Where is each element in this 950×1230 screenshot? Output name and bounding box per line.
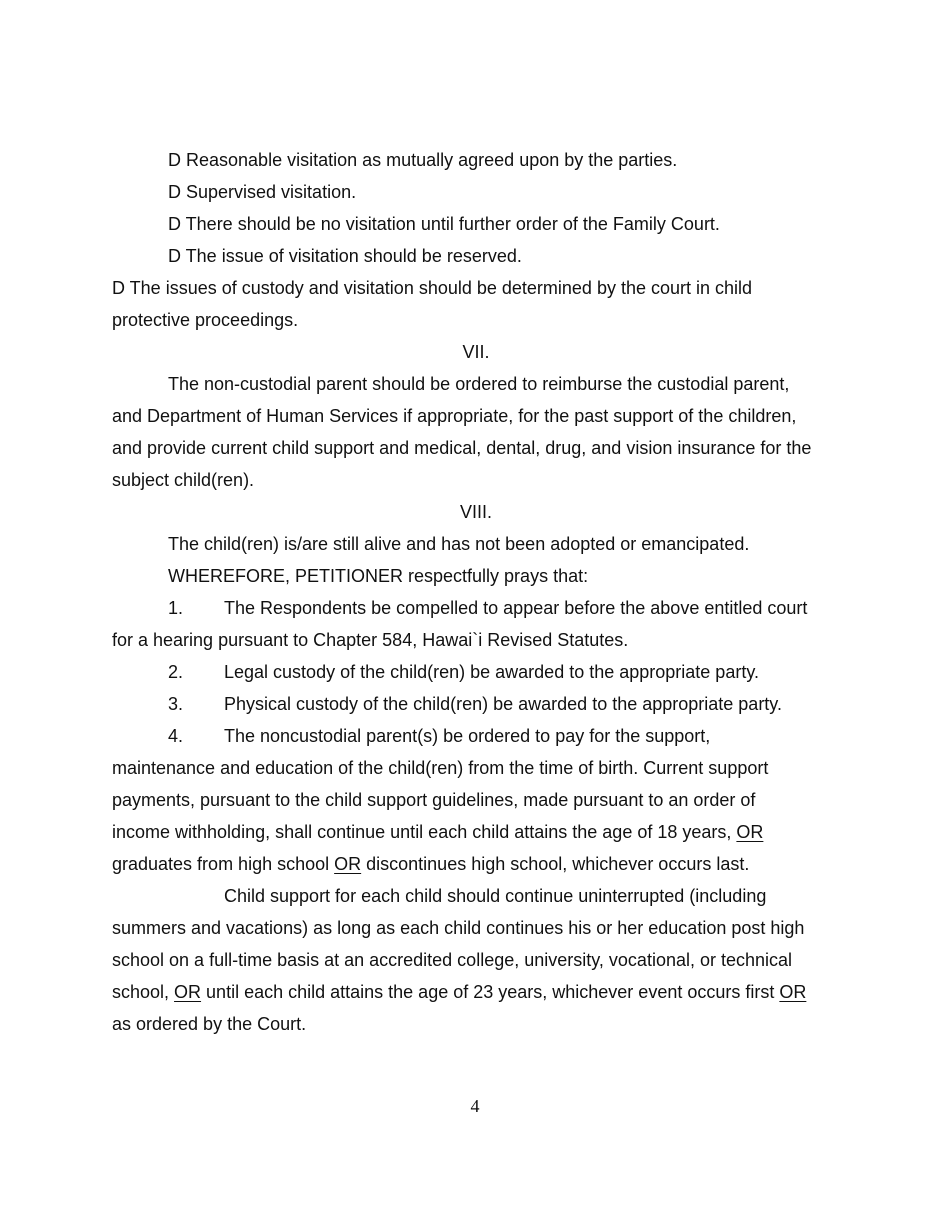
prayer-text: Physical custody of the child(ren) be awarded to the appropriate party.: [224, 694, 782, 714]
or-underlined: OR: [334, 854, 362, 874]
prayer-item-2: [112, 656, 840, 688]
section-viii-statement: The child(ren) is/are still alive and has not been adopted or emancipated.: [168, 534, 750, 554]
section-vii-line: The non-custodial parent should be ordered to reimburse the custodial parent,: [168, 374, 790, 394]
prayer-item-4-continuation: maintenance and education of the child(ren) from the time of birth. Current support: [112, 758, 769, 778]
child-support-paragraph-line: [112, 976, 840, 1008]
section-vii-line: and Department of Human Services if appropriate, for the past support of the children,: [112, 406, 797, 426]
section-vii-line: and provide current child support and medical, dental, drug, and vision insurance for the: [112, 438, 812, 458]
visitation-option-reserved: D The issue of visitation should be reserved.: [168, 246, 522, 266]
prayer-number: 4.: [168, 726, 184, 746]
child-support-paragraph-line: as ordered by the Court.: [112, 1014, 307, 1034]
prayer-number: 3.: [168, 694, 184, 714]
continuation-text: graduates from high school: [112, 854, 335, 874]
or-underlined: OR: [174, 982, 202, 1002]
section-heading-vii: VII.: [462, 342, 490, 362]
visitation-option-protective-line-2: protective proceedings.: [112, 310, 299, 330]
continuation-text: discontinues high school, whichever occurs last.: [361, 854, 750, 874]
wherefore-clause: WHEREFORE, PETITIONER respectfully prays that:: [168, 566, 589, 586]
prayer-item-4-continuation: [112, 816, 840, 848]
prayer-text: Legal custody of the child(ren) be awarded to the appropriate party.: [224, 662, 759, 682]
visitation-option-reasonable: D Reasonable visitation as mutually agreed upon by the parties.: [168, 150, 678, 170]
child-support-paragraph-line: Child support for each child should continue uninterrupted (including: [224, 886, 767, 906]
visitation-option-none: D There should be no visitation until further order of the Family Court.: [168, 214, 720, 234]
continuation-text: school,: [112, 982, 175, 1002]
prayer-item-3: [112, 688, 840, 720]
prayer-number: 2.: [168, 662, 184, 682]
section-vii-line: subject child(ren).: [112, 470, 255, 490]
section-heading-viii: VIII.: [459, 502, 492, 522]
continuation-text: until each child attains the age of 23 years, whichever event occurs first: [201, 982, 780, 1002]
prayer-item-1-continuation: for a hearing pursuant to Chapter 584, Hawai`i Revised Statutes.: [112, 630, 629, 650]
prayer-text: The noncustodial parent(s) be ordered to pay for the support,: [224, 726, 711, 746]
child-support-paragraph-line: school on a full-time basis at an accredited college, university, vocational, or technical: [112, 950, 793, 970]
prayer-item-4: [112, 720, 840, 752]
or-underlined: OR: [736, 822, 764, 842]
visitation-option-protective-line-1: D The issues of custody and visitation should be determined by the court in child: [112, 278, 753, 298]
prayer-text: The Respondents be compelled to appear before the above entitled court: [224, 598, 808, 618]
or-underlined: OR: [779, 982, 807, 1002]
prayer-number: 1.: [168, 598, 184, 618]
child-support-paragraph-line: summers and vacations) as long as each child continues his or her education post high: [112, 918, 805, 938]
prayer-item-4-continuation: payments, pursuant to the child support guidelines, made pursuant to an order of: [112, 790, 756, 810]
prayer-item-1: [112, 592, 840, 624]
document-body: [112, 144, 840, 1040]
prayer-item-4-continuation: [112, 848, 840, 880]
page-number: 4: [470, 1096, 480, 1116]
continuation-text: income withholding, shall continue until each child attains the age of 18 years,: [112, 822, 737, 842]
visitation-option-supervised: D Supervised visitation.: [168, 182, 357, 202]
